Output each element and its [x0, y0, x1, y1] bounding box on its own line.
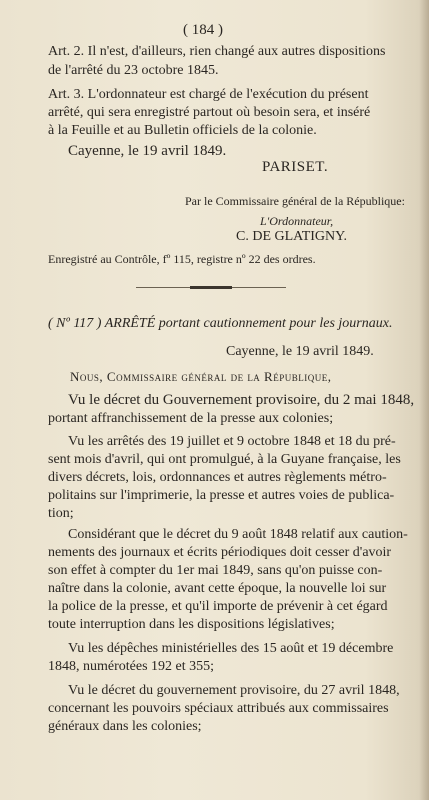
text-line: Vu les arrêtés des 19 juillet et 9 octobre 1848 et 18 du pré- — [68, 434, 396, 449]
text-line: Vu le décret du gouvernement provisoire, du 27 avril 1848, — [68, 683, 400, 698]
text-line: nements des journaux et écrits périodiques doit cesser d'avoir — [48, 545, 392, 560]
text-line: toute interruption dans les dispositions législatives; — [48, 617, 335, 632]
text-line: politains sur l'imprimerie, la presse et autres voies de publica- — [48, 488, 395, 503]
authority-line: Par le Commissaire général de la République: — [185, 194, 405, 208]
decree-date: Cayenne, le 19 avril 1849. — [226, 344, 374, 359]
signature-glatigny: C. DE GLATIGNY. — [236, 229, 347, 244]
decree-preamble: Nous, Commissaire général de la République, — [70, 369, 332, 384]
registration-note: Enregistré au Contrôle, fº 115, registre nº 22 des ordres. — [48, 252, 316, 266]
page-gutter-shadow — [419, 0, 429, 800]
text-line: son effet à compter du 1er mai 1849, sans qu'on puisse con- — [48, 563, 383, 578]
text-line: portant affranchissement de la presse aux colonies; — [48, 411, 334, 426]
section-divider-ornament — [190, 286, 232, 289]
ordonnateur-title: L'Ordonnateur, — [260, 214, 334, 228]
text-line: Vu le décret du Gouvernement provisoire, du 2 mai 1848, — [68, 392, 415, 408]
text-line: arrêté, qui sera enregistré partout où besoin sera, et inséré — [48, 105, 371, 120]
decree-heading: ( Nº 117 ) ARRÊTÉ portant cautionnement pour les journaux. — [48, 316, 393, 331]
text-line: de l'arrêté du 23 octobre 1845. — [48, 63, 219, 78]
text-line: à la Feuille et au Bulletin officiels de la colonie. — [48, 123, 317, 138]
text-line: Vu les dépêches ministérielles des 15 août et 19 décembre — [68, 641, 394, 656]
text-line: Art. 3. L'ordonnateur est chargé de l'exécution du présent — [48, 87, 369, 102]
signature-pariset: PARISET. — [262, 159, 329, 175]
text-line: 1848, numérotées 192 et 355; — [48, 659, 215, 674]
date-line: Cayenne, le 19 avril 1849. — [68, 143, 227, 159]
text-line: tion; — [48, 506, 74, 521]
page-number: ( 184 ) — [183, 22, 223, 38]
text-line: naître dans la colonie, avant cette époque, la nouvelle loi sur — [48, 581, 387, 596]
text-line: généraux dans les colonies; — [48, 719, 202, 734]
text-line: Art. 2. Il n'est, d'ailleurs, rien changé aux autres dispositions — [48, 44, 386, 59]
text-line: la police de la presse, et qu'il importe de prévenir à cet égard — [48, 599, 388, 614]
text-line: concernant les pouvoirs spéciaux attribués aux commissaires — [48, 701, 389, 716]
text-line: Considérant que le décret du 9 août 1848 relatif aux caution- — [68, 527, 408, 542]
text-line: divers décrets, lois, ordonnances et autres règlements métro- — [48, 470, 387, 485]
text-line: sent mois d'avril, qui ont promulgué, à la Guyane française, les — [48, 452, 401, 467]
